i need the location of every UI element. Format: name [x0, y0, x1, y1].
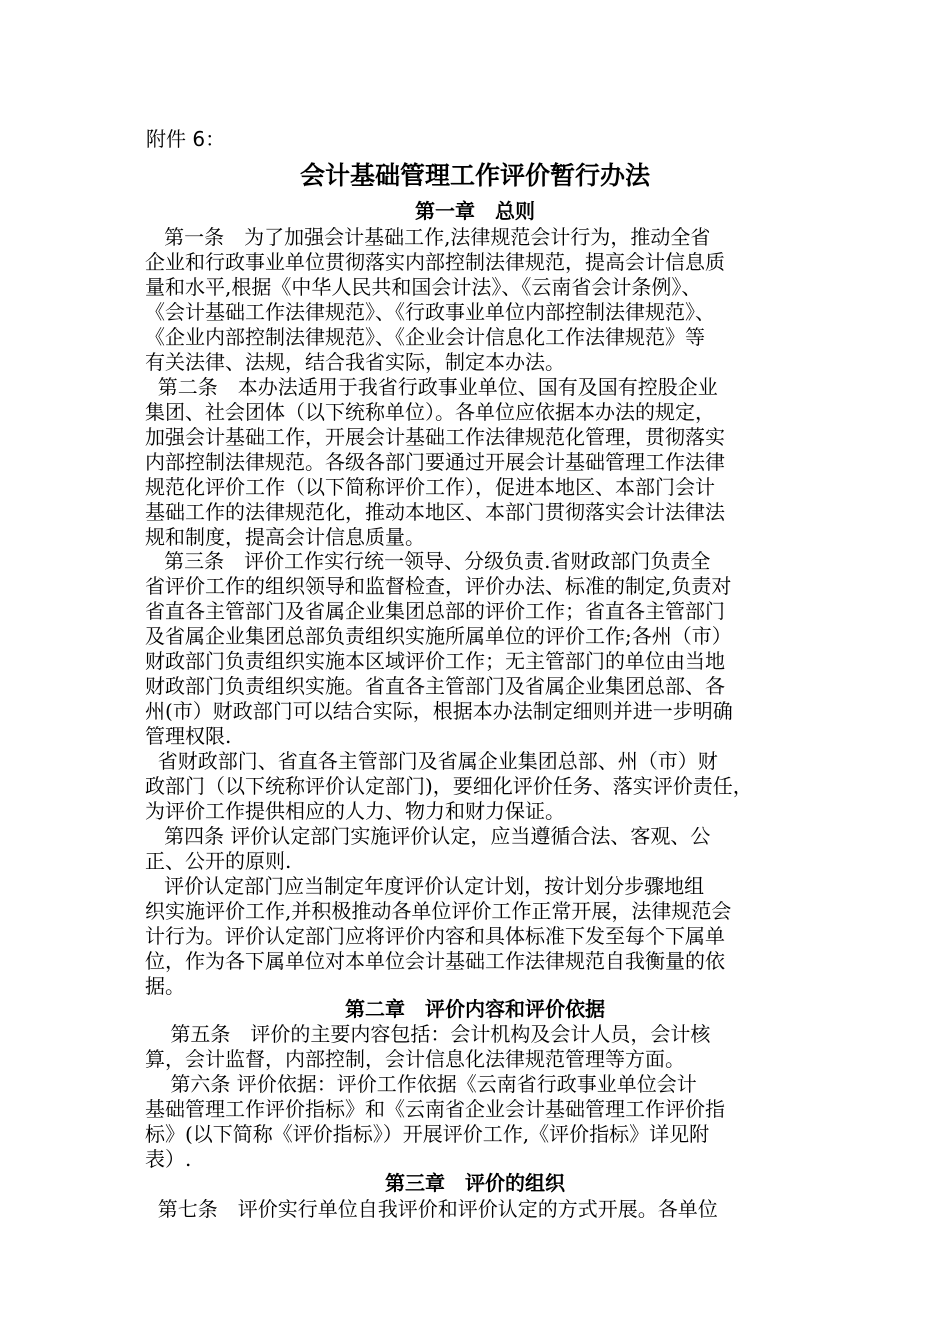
article-5-paragraph [145, 1022, 805, 1072]
text-line: 《会计基础工作法律规范》、《行政事业单位内部控制法律规范》、 [145, 300, 715, 324]
chapter-heading-2: 第二章 评价内容和评价依据 [345, 997, 605, 1021]
text-line: 及省属企业集团总部负责组织实施所属单位的评价工作;各州（市） [145, 624, 732, 648]
article-3-paragraph [145, 549, 805, 749]
text-line: 标》(以下简称《评价指标》）开展评价工作,《评价指标》详见附 [145, 1122, 710, 1146]
text-line: 加强会计基础工作，开展会计基础工作法律规范化管理，贯彻落实 [145, 425, 725, 449]
text-line: 量和水平,根据《中华人民共和国会计法》、《云南省会计条例》、 [145, 275, 702, 299]
text-line: 内部控制法律规范。各级各部门要通过开展会计基础管理工作法律 [145, 450, 725, 474]
text-line: 为评价工作提供相应的人力、物力和财力保证。 [145, 799, 565, 823]
text-line: 省评价工作的组织领导和监督检查，评价办法、标准的制定,负责对 [145, 574, 732, 598]
document-title: 会计基础管理工作评价暂行办法 [299, 161, 650, 190]
text-line: 表）. [145, 1147, 192, 1171]
text-line: 第六条 评价依据：评价工作依据《云南省行政事业单位会计 [145, 1072, 697, 1096]
text-line: 计行为。评价认定部门应将评价内容和具体标准下发至每个下属单 [145, 924, 725, 948]
text-line: 据。 [145, 974, 185, 998]
text-line: 规范化评价工作（以下简称评价工作），促进本地区、本部门会计 [145, 475, 715, 499]
text-line: 第二条 本办法适用于我省行政事业单位、国有及国有控股企业 [145, 375, 718, 399]
text-line: 管理权限. [145, 724, 232, 748]
text-line: 第五条 评价的主要内容包括：会计机构及会计人员，会计核 [145, 1022, 711, 1046]
text-line: 算，会计监督，内部控制，会计信息化法律规范管理等方面。 [145, 1047, 685, 1071]
article-3-supplement-paragraph [145, 749, 805, 824]
text-line: 第三条 评价工作实行统一领导、分级负责.省财政部门负责全 [145, 549, 711, 573]
text-line: 省财政部门、省直各主管部门及省属企业集团总部、州（市）财 [145, 749, 718, 773]
text-line: 评价认定部门应当制定年度评价认定计划，按计划分步骤地组 [145, 874, 705, 898]
text-line: 财政部门负责组织实施。省直各主管部门及省属企业集团总部、各 [145, 674, 725, 698]
chapter-heading-1: 第一章 总则 [415, 199, 535, 223]
article-7-paragraph [145, 1197, 805, 1222]
article-1-paragraph [145, 225, 805, 375]
text-line: 政部门（以下统称评价认定部门)，要细化评价任务、落实评价责任， [145, 774, 753, 798]
text-line: 织实施评价工作,并积极推动各单位评价工作正常开展，法律规范会 [145, 899, 732, 923]
text-line: 《企业内部控制法律规范》、《企业会计信息化工作法律规范》等 [145, 325, 705, 349]
article-4-paragraph [145, 824, 805, 874]
text-line: 正、公开的原则. [145, 849, 292, 873]
text-line: 规和制度，提高会计信息质量。 [145, 525, 425, 549]
chapter-heading-3: 第三章 评价的组织 [385, 1171, 565, 1195]
text-line: 基础管理工作评价指标》和《云南省企业会计基础管理工作评价指 [145, 1097, 725, 1121]
article-6-paragraph [145, 1072, 805, 1172]
text-line: 位，作为各下属单位对本单位会计基础工作法律规范自我衡量的依 [145, 949, 725, 973]
article-2-paragraph [145, 375, 805, 550]
text-line: 企业和行政事业单位贯彻落实内部控制法律规范，提高会计信息质 [145, 250, 725, 274]
text-line: 第七条 评价实行单位自我评价和评价认定的方式开展。各单位 [145, 1197, 718, 1221]
text-line: 集团、社会团体（以下统称单位）。各单位应依据本办法的规定， [145, 400, 715, 424]
text-line: 省直各主管部门及省属企业集团总部的评价工作；省直各主管部门 [145, 599, 725, 623]
attachment-label: 附件 6： [146, 127, 226, 151]
text-line: 有关法律、法规，结合我省实际，制定本办法。 [145, 350, 565, 374]
text-line: 基础工作的法律规范化，推动本地区、本部门贯彻落实会计法律法 [145, 500, 725, 524]
article-4-supplement-paragraph [145, 874, 805, 999]
text-line: 州(市）财政部门可以结合实际，根据本办法制定细则并进一步明确 [145, 699, 733, 723]
text-line: 第四条 评价认定部门实施评价认定，应当遵循合法、客观、公 [145, 824, 711, 848]
text-line: 第一条 为了加强会计基础工作,法律规范会计行为，推动全省 [145, 225, 711, 249]
text-line: 财政部门负责组织实施本区域评价工作；无主管部门的单位由当地 [145, 649, 725, 673]
